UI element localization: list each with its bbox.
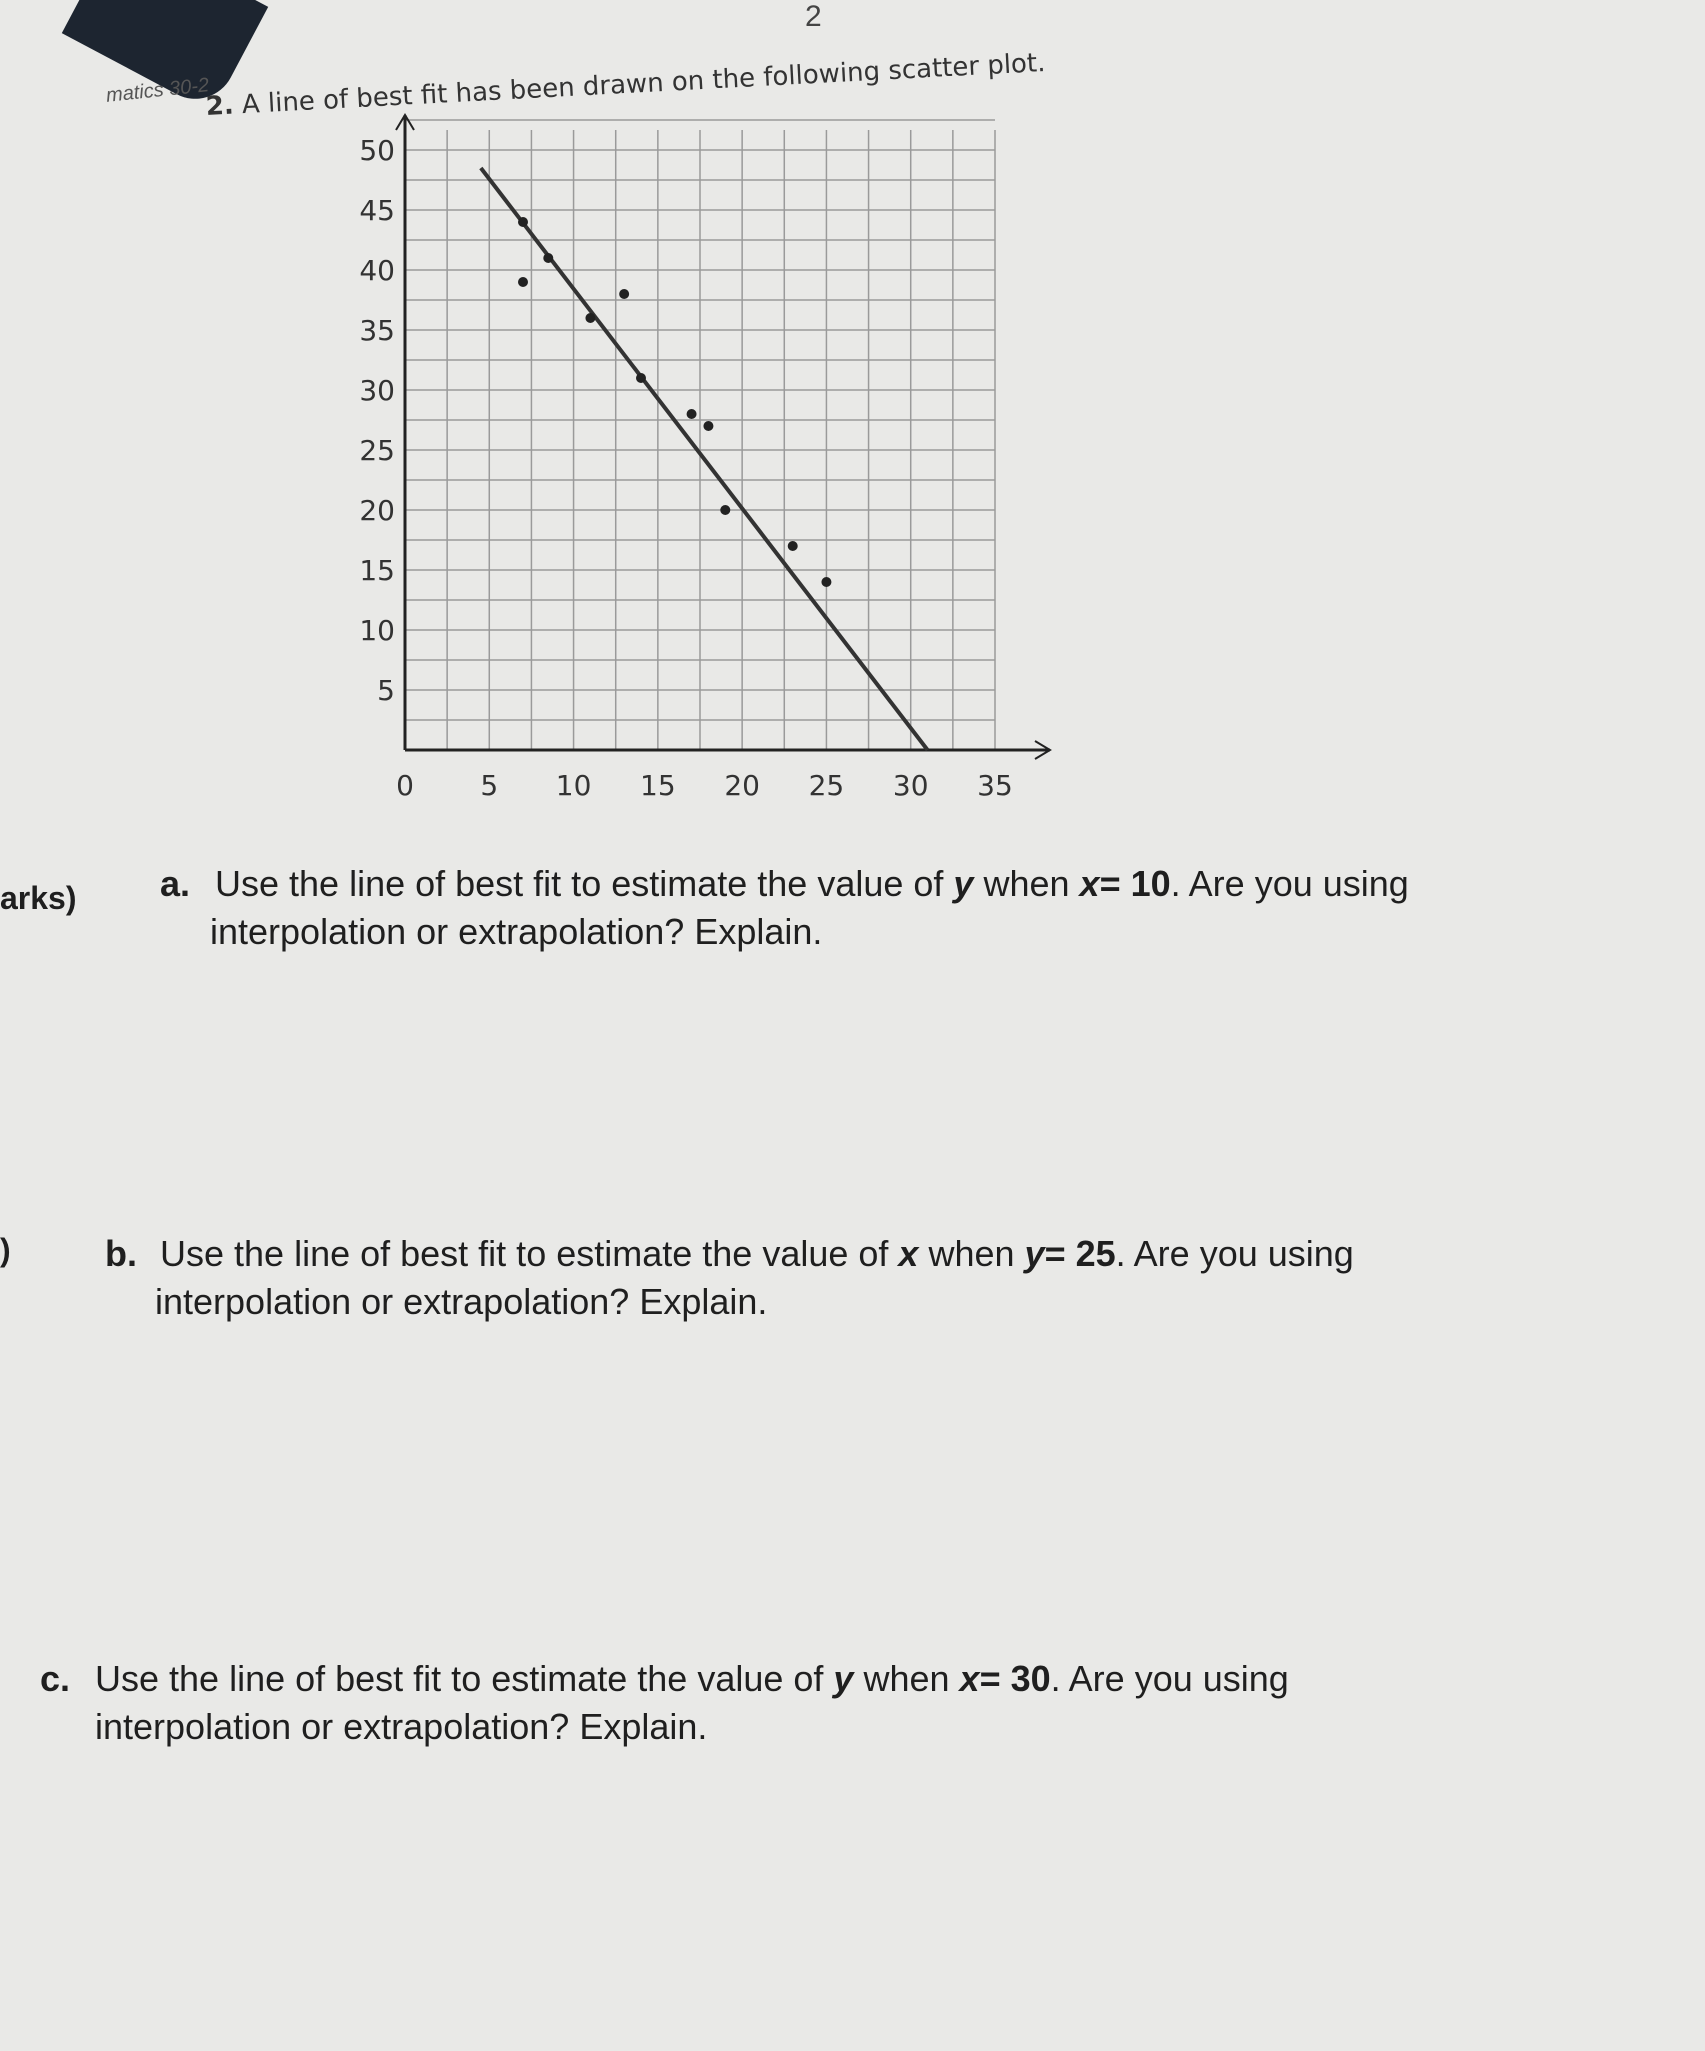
- part-a-equation: = 10: [1099, 863, 1171, 904]
- chart-grid: [405, 120, 995, 750]
- part-a: [160, 860, 1409, 956]
- part-c: [40, 1655, 1289, 1751]
- part-b-letter: b.: [105, 1233, 137, 1274]
- data-point: [703, 421, 713, 431]
- y-tick-label: 30: [359, 374, 395, 407]
- y-tick-label: 35: [359, 314, 395, 347]
- data-point: [619, 289, 629, 299]
- margin-marks-label-b: ): [0, 1232, 11, 1268]
- data-point: [585, 313, 595, 323]
- part-a-var-1: y: [953, 863, 974, 904]
- y-tick-label: 20: [359, 494, 395, 527]
- part-b-var-2: y: [1024, 1233, 1045, 1274]
- x-tick-label: 20: [724, 769, 760, 802]
- part-c-text-2: when: [863, 1658, 950, 1699]
- part-a-text-3: . Are you using: [1170, 863, 1409, 904]
- part-c-equation: = 30: [979, 1658, 1051, 1699]
- part-b: [105, 1230, 1354, 1326]
- part-c-line-2: interpolation or extrapolation? Explain.: [95, 1706, 708, 1747]
- y-tick-label: 45: [359, 194, 395, 227]
- x-tick-label: 25: [808, 769, 845, 802]
- course-header: matics 30-2: [105, 74, 211, 107]
- x-tick-label: 5: [480, 769, 499, 802]
- data-point: [518, 217, 528, 227]
- chart-ticks: [359, 134, 1012, 802]
- data-point: [543, 253, 553, 263]
- question-text: A line of best fit has been drawn on the following scatter plot.: [241, 48, 1047, 121]
- margin-marks-label: arks): [0, 880, 77, 916]
- part-a-line-2: interpolation or extrapolation? Explain.: [210, 911, 823, 952]
- part-c-var-2: x: [959, 1658, 980, 1699]
- x-tick-label: 10: [555, 769, 592, 802]
- part-a-text-1: Use the line of best fit to estimate the value of: [215, 863, 944, 904]
- x-tick-label: 30: [892, 769, 929, 802]
- part-b-text-1: Use the line of best fit to estimate the value of: [160, 1233, 889, 1274]
- y-tick-label: 15: [359, 554, 395, 587]
- data-point: [821, 577, 831, 587]
- part-c-text-3: . Are you using: [1050, 1658, 1289, 1699]
- part-a-text-2: when: [983, 863, 1070, 904]
- page-number: 2: [805, 0, 822, 33]
- y-tick-label: 10: [359, 614, 395, 647]
- part-b-line-2: interpolation or extrapolation? Explain.: [155, 1281, 768, 1322]
- scatter-plot: [335, 110, 1055, 830]
- x-tick-label: 0: [396, 769, 414, 802]
- y-tick-label: 40: [359, 254, 395, 287]
- part-c-text-1: Use the line of best fit to estimate the value of: [95, 1658, 824, 1699]
- data-point: [518, 277, 528, 287]
- data-point: [720, 505, 730, 515]
- part-a-var-2: x: [1079, 863, 1100, 904]
- y-tick-label: 50: [359, 134, 395, 167]
- part-b-text-2: when: [928, 1233, 1015, 1274]
- question-number: 2.: [205, 90, 235, 122]
- data-point: [636, 373, 646, 383]
- part-c-var-1: y: [833, 1658, 854, 1699]
- x-tick-label: 15: [640, 769, 676, 802]
- x-tick-label: 35: [977, 769, 1013, 802]
- part-c-letter: c.: [40, 1658, 71, 1699]
- part-b-var-1: x: [898, 1233, 919, 1274]
- chart-axes: [396, 110, 1055, 765]
- part-a-letter: a.: [160, 863, 191, 904]
- data-point: [687, 409, 697, 419]
- y-tick-label: 25: [359, 434, 395, 467]
- part-b-text-3: . Are you using: [1115, 1233, 1354, 1274]
- part-b-equation: = 25: [1044, 1233, 1116, 1274]
- y-tick-label: 5: [377, 674, 395, 707]
- data-point: [788, 541, 798, 551]
